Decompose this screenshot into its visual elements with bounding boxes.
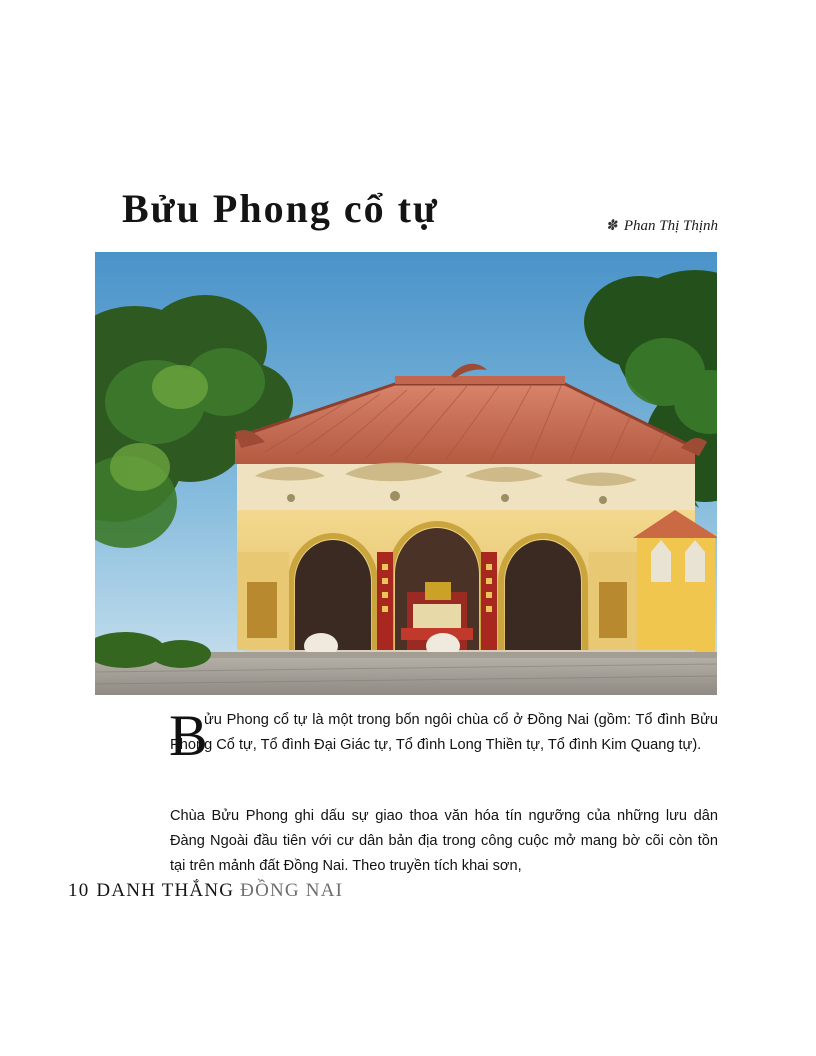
footer-page-number: 10 xyxy=(68,880,90,901)
footer-book-subtitle: ĐỒNG NAI xyxy=(240,880,344,901)
page-footer xyxy=(68,880,343,902)
footer-book-title: DANH THẮNG xyxy=(96,880,235,901)
buu-phong-pagoda-photo xyxy=(95,252,717,695)
byline xyxy=(606,218,718,235)
article-body xyxy=(169,703,718,879)
paragraph-1 xyxy=(169,703,718,786)
byline-author: Phan Thị Thịnh xyxy=(623,218,718,234)
photo-illustration xyxy=(95,252,717,695)
drop-cap: B xyxy=(169,703,208,768)
paragraph-2: Chùa Bửu Phong ghi dấu sự giao thoa văn hóa tín ngưỡng của những lưu dân Đàng Ngoài đầu tiên với cư dân bản địa trong công cuộc mở mang bờ cõi còn tồn tại trên mảnh đất Đồng Nai. Theo truyền tích khai sơn, xyxy=(170,808,718,874)
paragraph-1-text: ửu Phong cổ tự là một trong bốn ngôi chùa cổ ở Đồng Nai (gồm: Tổ đình Bửu Phong Cổ tự, Tổ đình Đại Giác tự, Tổ đình Long Thiền tự, Tổ đình Kim Quang tự). xyxy=(170,712,718,753)
pen-icon: ✽ xyxy=(604,217,620,236)
page-title: Bửu Phong cổ tự xyxy=(122,185,439,231)
